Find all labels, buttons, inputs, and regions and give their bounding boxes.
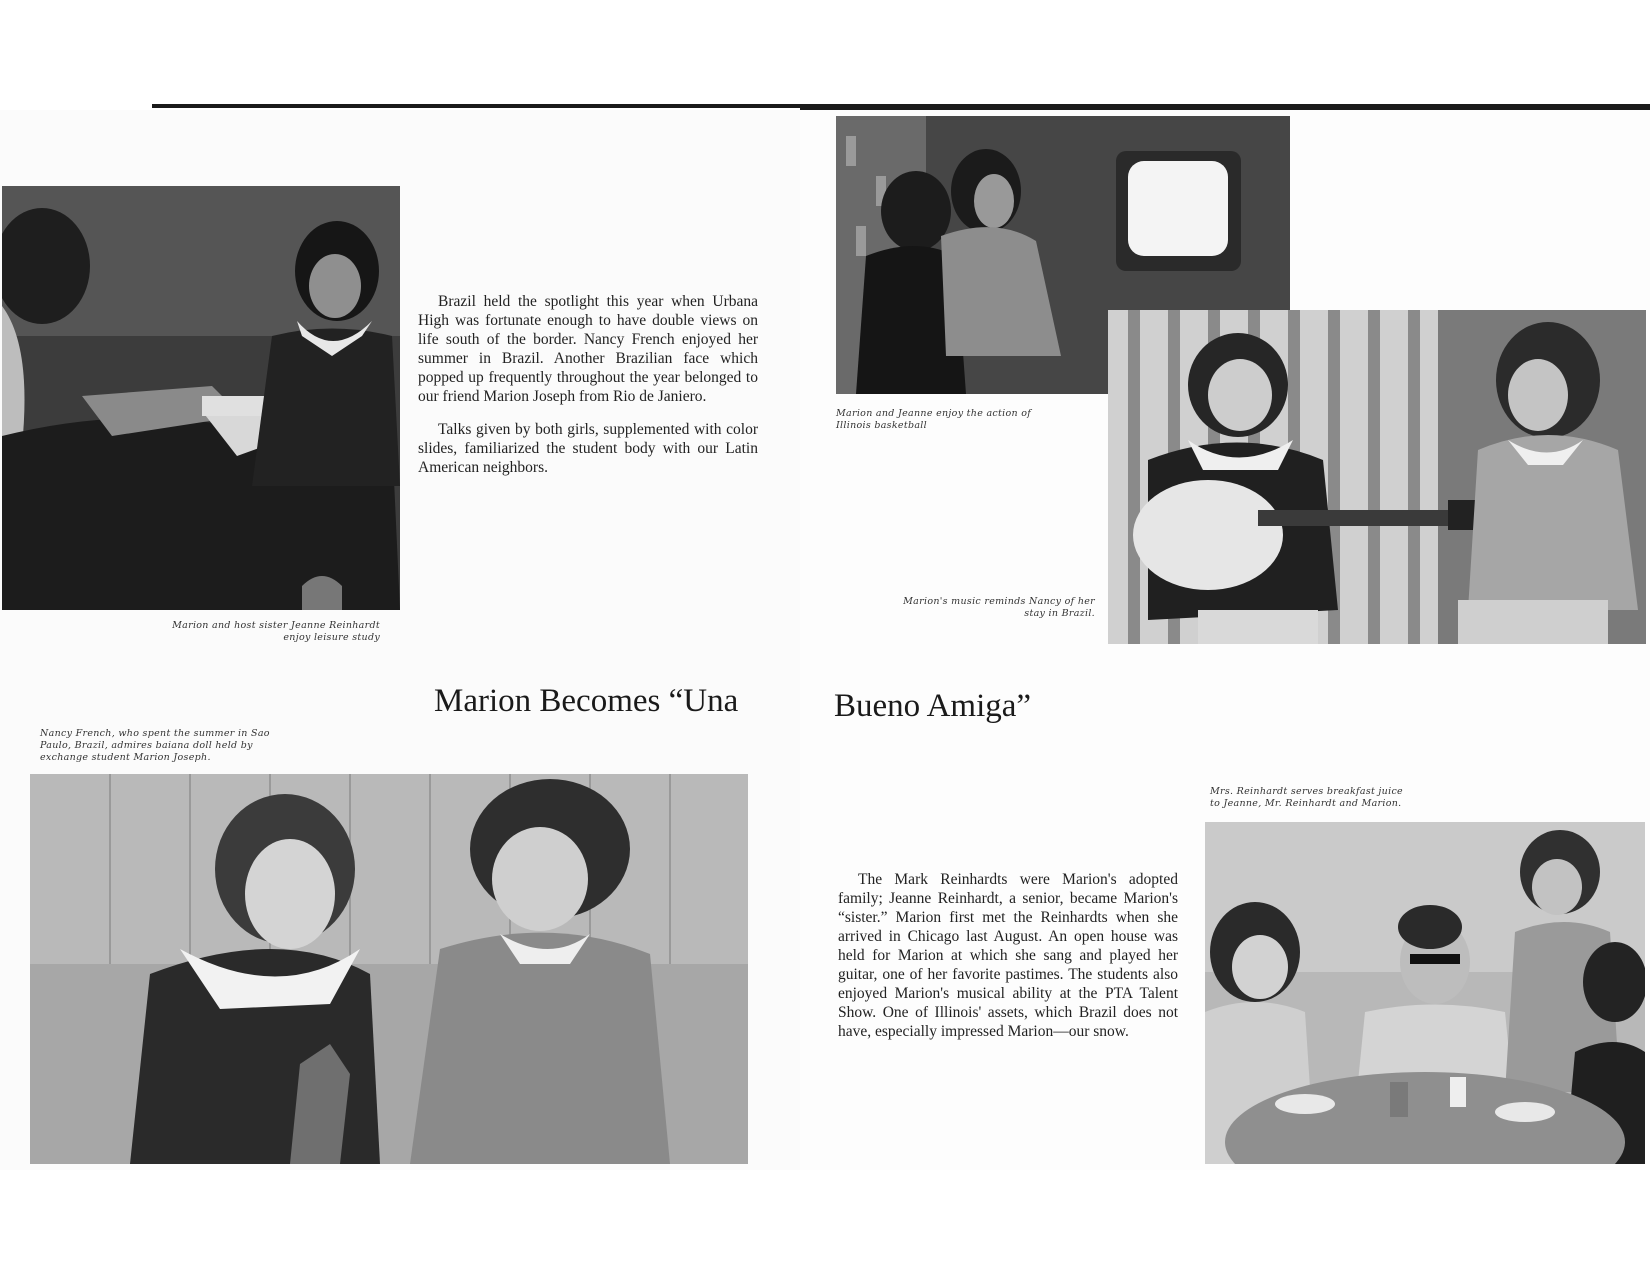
caption-basketball: Marion and Jeanne enjoy the action of Illinois basketball bbox=[836, 408, 1032, 431]
family-paragraph: The Mark Reinhardts were Marion's adopted family; Jeanne Reinhardt, a senior, became Marion's “sister.” Marion first met the Reinhardts when she arrived in Chicago last August. An open house was held for Marion at which she sang and played her guitar, one of her favorite pastimes. The students also enjoyed Marion's musical ability at the PTA Talent Show. One of Illinois' assets, which Brazil does not have, especially impressed Marion—our snow. bbox=[838, 871, 1178, 1040]
headline-left: Marion Becomes “Una bbox=[434, 683, 739, 719]
intro-paragraph-2: Talks given by both girls, supplemented with color slides, familiarized the student body with our Latin American neighbors. bbox=[418, 421, 758, 476]
photo-guitar bbox=[1108, 310, 1646, 644]
photo-study bbox=[2, 186, 400, 610]
caption-breakfast: Mrs. Reinhardt serves breakfast juice to Jeanne, Mr. Reinhardt and Marion. bbox=[1210, 786, 1403, 809]
intro-text bbox=[418, 292, 758, 491]
caption-doll: Nancy French, who spent the summer in Sao Paulo, Brazil, admires baiana doll held by exchange student Marion Joseph. bbox=[40, 728, 270, 763]
photo-breakfast bbox=[1205, 822, 1645, 1164]
headline-right: Bueno Amiga” bbox=[834, 688, 1032, 724]
photo-doll bbox=[30, 774, 748, 1164]
family-text bbox=[838, 870, 1178, 1055]
caption-music: Marion's music reminds Nancy of her stay in Brazil. bbox=[903, 596, 1095, 619]
caption-study: Marion and host sister Jeanne Reinhardt enjoy leisure study bbox=[172, 620, 380, 643]
intro-paragraph-1: Brazil held the spotlight this year when Urbana High was fortunate enough to have double views on life south of the border. Nancy French enjoyed her summer in Brazil. Another Brazilian face which popped up frequently throughout the year belonged to our friend Marion Joseph from Rio de Janiero. bbox=[418, 293, 758, 405]
